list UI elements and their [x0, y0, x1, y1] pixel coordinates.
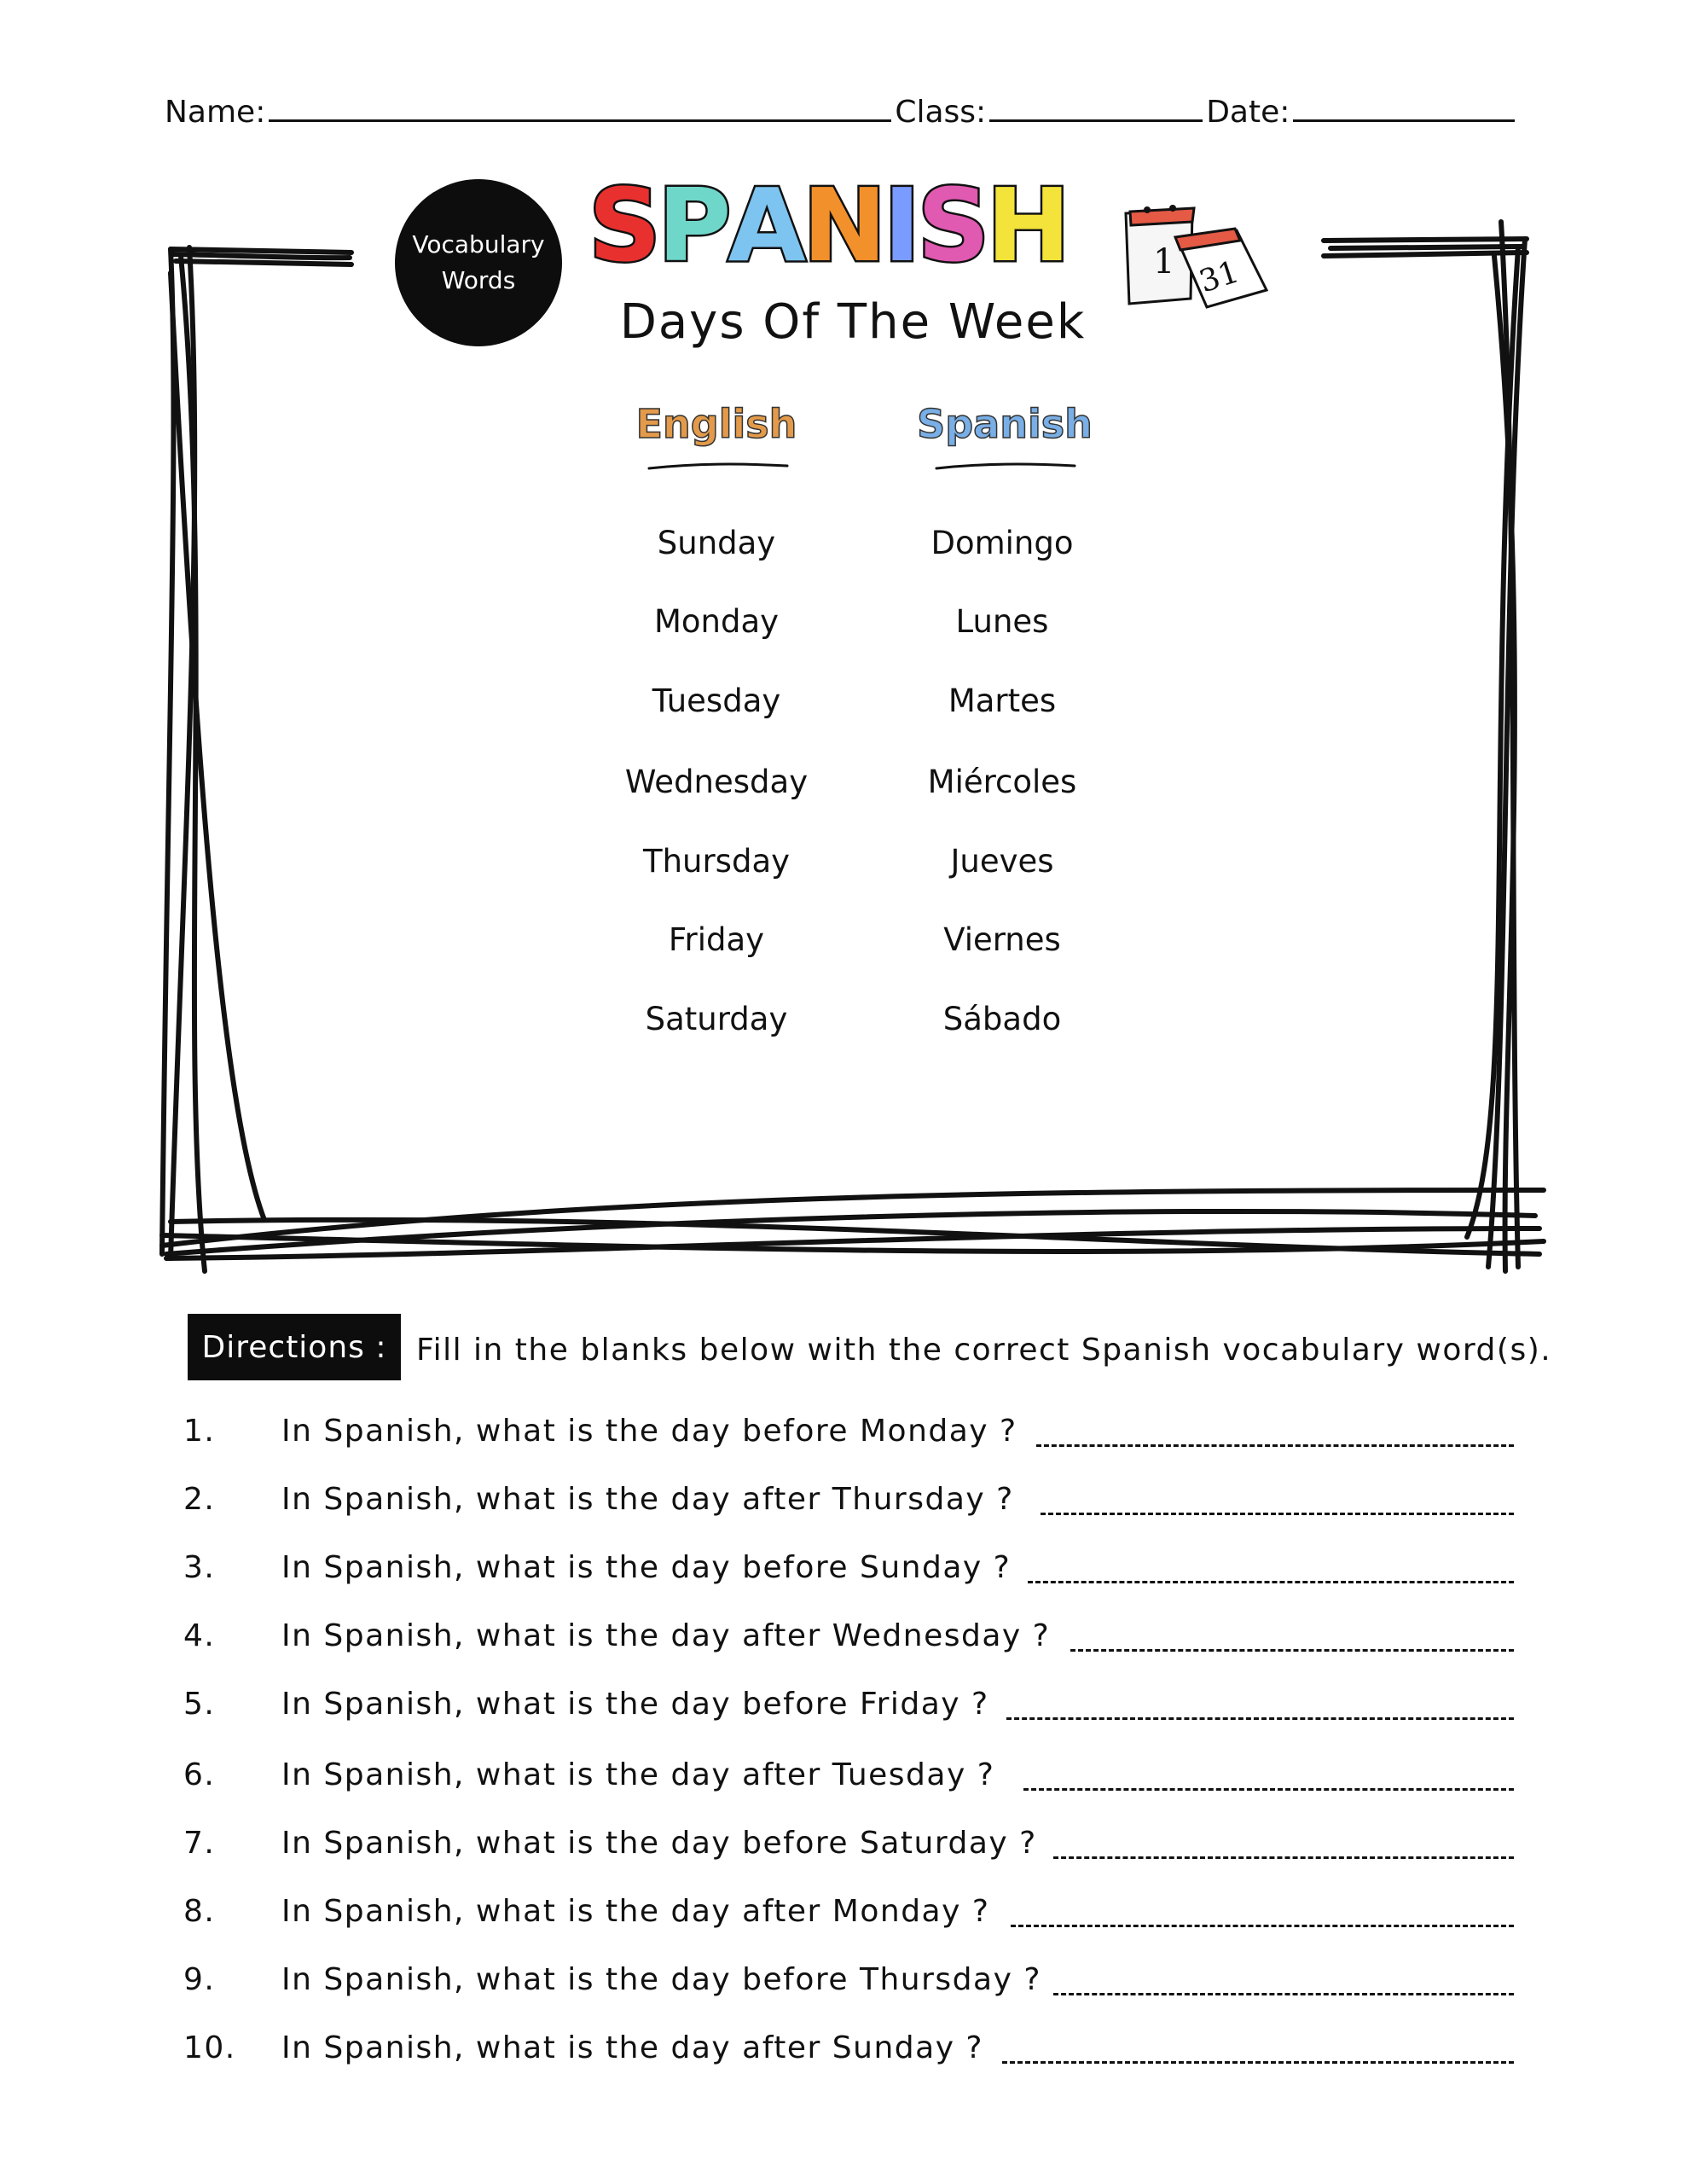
spanish-word: Viernes	[943, 921, 1061, 958]
english-word: Thursday	[642, 843, 791, 880]
directions-text: Fill in the blanks below with the correct Spanish vocabulary word(s).	[416, 1333, 1552, 1368]
english-word: Friday	[668, 921, 765, 958]
question-number: 4.	[183, 1618, 216, 1653]
english-word: Wednesday	[624, 764, 809, 800]
question-row	[183, 2030, 1514, 2073]
logo-letter: N	[802, 166, 884, 284]
english-column-header: English	[635, 401, 797, 447]
question-text: In Spanish, what is the day after Tuesday ?	[281, 1757, 995, 1792]
question-row	[183, 1962, 1514, 2005]
question-number: 5.	[183, 1687, 216, 1722]
question-text: In Spanish, what is the day before Monday ?	[281, 1414, 1017, 1449]
calendar-page2-text: 31	[1195, 254, 1244, 300]
question-row	[183, 1414, 1514, 1456]
question-text: In Spanish, what is the day after Monday ?	[281, 1894, 990, 1929]
calendar-icon	[1117, 205, 1275, 320]
question-number: 1.	[183, 1414, 216, 1449]
question-row	[183, 1550, 1514, 1593]
question-number: 8.	[183, 1894, 216, 1929]
logo-letter: H	[986, 166, 1068, 284]
answer-blank[interactable]	[1036, 1444, 1514, 1447]
question-row	[183, 1482, 1514, 1525]
spanish-word: Lunes	[955, 603, 1049, 640]
question-number: 9.	[183, 1962, 216, 1997]
spanish-word: Martes	[948, 682, 1057, 719]
question-number: 2.	[183, 1482, 216, 1517]
answer-blank[interactable]	[1002, 2061, 1514, 2064]
answer-blank[interactable]	[1053, 1856, 1514, 1859]
question-number: 6.	[183, 1757, 216, 1792]
question-number: 7.	[183, 1826, 216, 1861]
question-row	[183, 1687, 1514, 1729]
spanish-header-underline	[933, 461, 1078, 471]
spanish-logo	[588, 166, 1068, 284]
logo-letter: I	[883, 166, 918, 284]
logo-letter: S	[588, 166, 658, 284]
question-row	[183, 1894, 1514, 1937]
question-text: In Spanish, what is the day before Sunday ?	[281, 1550, 1012, 1585]
spanish-word: Sábado	[942, 1001, 1062, 1037]
page-subtitle: Days Of The Week	[619, 294, 1087, 350]
directions-label: Directions :	[188, 1314, 401, 1380]
question-row	[183, 1757, 1514, 1800]
question-text: In Spanish, what is the day after Sunday ?	[281, 2030, 984, 2065]
question-text: In Spanish, what is the day after Wednesday ?	[281, 1618, 1051, 1653]
spanish-word: Miércoles	[927, 764, 1077, 800]
spanish-column-header: Spanish	[917, 401, 1093, 447]
logo-letter: S	[917, 166, 987, 284]
badge-line2: Words	[441, 266, 516, 294]
question-text: In Spanish, what is the day after Thursday ?	[281, 1482, 1014, 1517]
logo-letter: P	[658, 166, 728, 284]
english-header-underline	[646, 461, 791, 471]
question-row	[183, 1826, 1514, 1868]
name-label: Name:	[165, 95, 266, 130]
question-text: In Spanish, what is the day before Friday ?	[281, 1687, 989, 1722]
date-label: Date:	[1206, 95, 1290, 130]
class-label: Class:	[895, 95, 987, 130]
english-word: Tuesday	[652, 682, 781, 719]
answer-blank[interactable]	[1053, 1993, 1514, 1995]
answer-blank[interactable]	[1006, 1717, 1514, 1720]
question-text: In Spanish, what is the day before Thursday ?	[281, 1962, 1041, 1997]
calendar-page1-text: 1	[1153, 242, 1175, 282]
spanish-word: Jueves	[950, 843, 1054, 880]
question-number: 10.	[183, 2030, 236, 2065]
answer-blank[interactable]	[1070, 1649, 1514, 1652]
spanish-word: Domingo	[930, 525, 1074, 561]
english-word: Saturday	[645, 1001, 788, 1037]
question-row	[183, 1618, 1514, 1661]
answer-blank[interactable]	[1023, 1788, 1514, 1791]
english-word: Monday	[653, 603, 780, 640]
logo-letter: A	[728, 166, 803, 284]
answer-blank[interactable]	[1011, 1925, 1514, 1927]
answer-blank[interactable]	[1028, 1581, 1514, 1583]
english-word: Sunday	[657, 525, 776, 561]
answer-blank[interactable]	[1041, 1513, 1514, 1515]
question-text: In Spanish, what is the day before Saturday ?	[281, 1826, 1037, 1861]
question-number: 3.	[183, 1550, 216, 1585]
badge-line1: Vocabulary	[412, 230, 545, 258]
vocabulary-words-badge	[395, 179, 562, 346]
